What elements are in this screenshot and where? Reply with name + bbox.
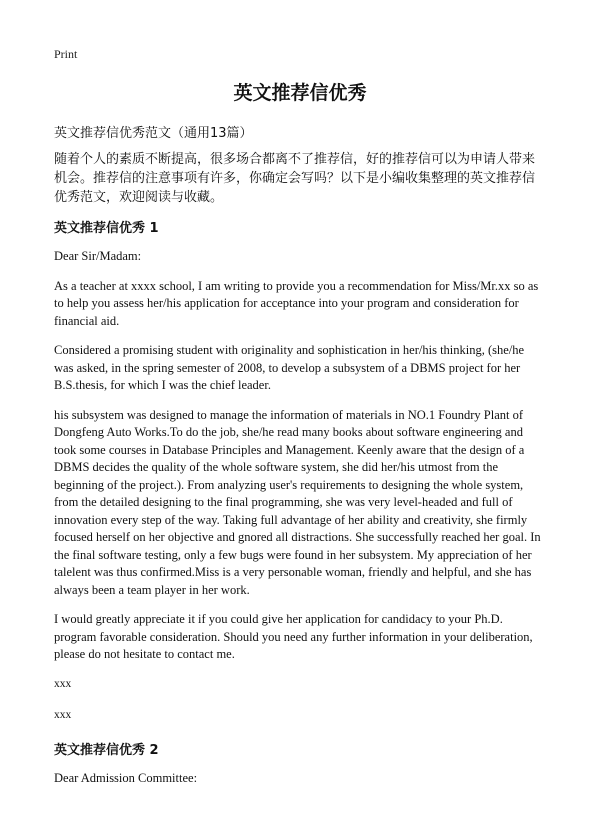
letter-section-2 [54,739,546,788]
body-paragraph: As a teacher at xxxx school, I am writing to provide you a recommendation for Miss/Mr.xx so as to help you assess her/his application for acceptance into your program and consideration for financial aid. [54,278,539,328]
salutation: Dear Sir/Madam: [54,249,142,263]
section-heading: 英文推荐信优秀 1 [54,221,159,236]
body-paragraph: I would greatly appreciate it if you could give her application for candidacy to your Ph.D. program favorable consideration. Should you need any further information in your deliberation, please do not hesitate to contact me. [54,612,533,661]
signature-line: xxx [54,709,72,721]
letter-section-1 [54,217,546,725]
document-title: 英文推荐信优秀 [233,82,367,104]
print-link[interactable]: Print [54,47,78,61]
intro-paragraph: 随着个人的素质不断提高，很多场合都离不了推荐信，好的推荐信可以为申请人带来机会。推荐信的注意事项有许多，你确定会写吗？以下是小编收集整理的英文推荐信优秀范文，欢迎阅读与收藏。 [54,152,536,205]
document-subtitle: 英文推荐信优秀范文（通用13篇） [54,126,253,141]
document-body [54,122,546,799]
section-heading: 英文推荐信优秀 2 [54,742,159,758]
signature-line: xxx [54,677,72,690]
body-paragraph: his subsystem was designed to manage the information of materials in NO.1 Foundry Plant of Dongfeng Auto Works.To do the job, she/he read many books about software engineering and took some courses in Database Principles and Management. Keenly aware that the design of a DBMS decides the quality of the whole software system, she did her/his utmost from the beginning of the project.). From analyzing user's requirements to designing the whole system, from the detailed designing to the final programming, she was very level-headed and full of innovation every step of the way. Taking full advantage of her ability and creativity, she firmly focused herself on her objective and gnored all distractions. She successfully reached her goal. In the final software testing, only a few bugs were found in her subsystem. My appreciation of her talelent was thus confirmed.Miss is a very personable woman, friendly and helpful, and she has always been a team player in her work. [54,407,541,597]
salutation: Dear Admission Committee: [54,770,198,785]
body-paragraph: Considered a promising student with originality and sophistication in her/his thinking, (she/he was asked, in the spring semester of 2008, to develop a subsystem of a DBMS project for her B.S.thesis, for which I was the chief leader. [54,343,525,392]
